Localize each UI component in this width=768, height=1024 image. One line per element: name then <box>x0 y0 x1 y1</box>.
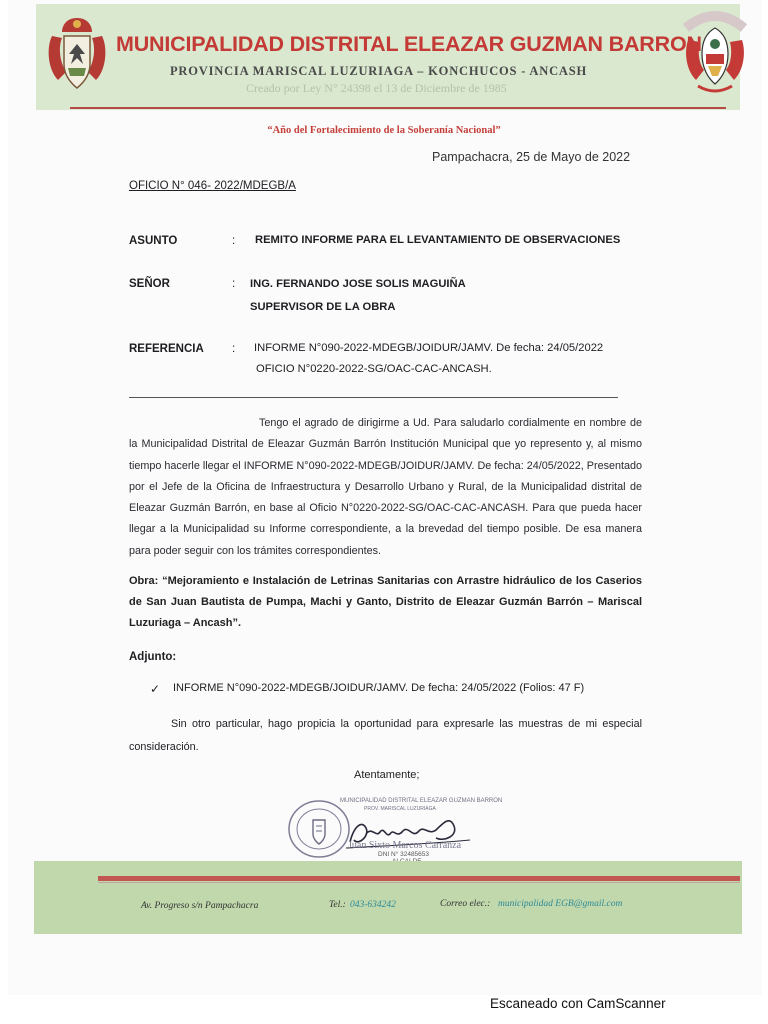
footer-mail-label: Correo elec.: <box>440 899 491 909</box>
footer-red-rule <box>98 876 740 881</box>
footer-band <box>34 861 742 934</box>
referencia-colon: : <box>232 343 236 355</box>
referencia-label: REFERENCIA <box>129 343 204 355</box>
checkmark-icon: ✓ <box>150 682 161 696</box>
asunto-label: ASUNTO <box>129 235 178 247</box>
document-date: Pampachacra, 25 de Mayo de 2022 <box>432 150 631 164</box>
signer-name: Juan Sixto Marcos Carranza <box>348 840 462 851</box>
header-divider <box>70 107 726 109</box>
senor-role: SUPERVISOR DE LA OBRA <box>250 301 396 313</box>
year-motto: “Año del Fortalecimiento de la Soberanía Nacional” <box>267 125 501 136</box>
referencia-line-1: INFORME N°090-2022-MDEGB/JOIDUR/JAMV. De fecha: 24/05/2022 <box>254 342 604 354</box>
creation-law-line: Creado por Ley N° 24398 el 13 de Diciembre de 1985 <box>246 81 507 95</box>
adjunto-label: Adjunto: <box>129 651 177 663</box>
stamp-subheader: PROV. MARISCAL LUZURIAGA <box>364 806 436 812</box>
senor-name: ING. FERNANDO JOSE SOLIS MAGUIÑA <box>250 278 466 290</box>
senor-label: SEÑOR <box>129 278 170 290</box>
stamp-header: MUNICIPALIDAD DISTRITAL ELEAZAR GUZMAN BARRON <box>340 798 503 804</box>
salutation: Atentamente; <box>354 769 420 781</box>
footer-tel-label: Tel.: <box>329 900 346 910</box>
scanner-watermark: Escaneado con CamScanner <box>490 996 666 1011</box>
closing-paragraph: Sin otro particular, hago propicia la oportunidad para expresarle las muestras de mi especial consideración. <box>129 718 642 753</box>
footer-address: Av. Progreso s/n Pampachacra <box>141 901 259 911</box>
senor-colon: : <box>232 278 236 290</box>
body-paragraph: Tengo el agrado de dirigirme a Ud. Para saludarlo cordialmente en nombre de la Municipalidad Distrital de Eleazar Guzmán Barrón Institución Municipal que yo represento y, al mismo tiempo hacerle llegar el INFORME N°090-2022-MDEGB/JOIDUR/JAMV. De fecha: 24/05/2022, Presentado por el Jefe de la Oficina de Infraestructura y Desarrollo Urbano y Rural, de la Municipalidad distrital de Eleazar Guzmán Barrón, en base al Oficio N°0220-2022-SG/OAC-CAC-ANCASH. Para que pueda hacer llegar a la Municipalidad su Informe correspondiente, a la brevedad del tiempo posible. De esa manera para poder seguir con los trámites correspondientes. <box>129 417 642 557</box>
asunto-value: REMITO INFORME PARA EL LEVANTAMIENTO DE OBSERVACIONES <box>255 234 621 246</box>
adjunto-item: INFORME N°090-2022-MDEGB/JOIDUR/JAMV. De fecha: 24/05/2022 (Folios: 47 F) <box>173 682 585 694</box>
asunto-colon: : <box>232 235 236 247</box>
footer-tel: 043-634242 <box>350 900 396 910</box>
section-divider <box>129 397 618 398</box>
obra-paragraph: Obra: “Mejoramiento e Instalación de Letrinas Sanitarias con Arrastre hidráulico de los Caserios de San Juan Bautista de Pumpa, Machi y Ganto, Distrito de Eleazar Guzmán Barrón – Mariscal Luzuriaga – Ancash”. <box>129 575 642 629</box>
municipal-crest-icon <box>44 14 110 96</box>
province-line: PROVINCIA MARISCAL LUZURIAGA – KONCHUCOS - ANCASH <box>170 64 588 78</box>
signer-dni: DNI N° 32485653 <box>378 851 430 858</box>
oficio-number: OFICIO N° 046- 2022/MDEGB/A <box>129 180 296 192</box>
municipality-name: MUNICIPALIDAD DISTRITAL ELEAZAR GUZMAN BARRON <box>116 32 702 56</box>
referencia-line-2: OFICIO N°0220-2022-SG/OAC-CAC-ANCASH. <box>256 363 492 375</box>
footer-thin-rule <box>98 882 740 883</box>
footer-email: municipalidad EGB@gmail.com <box>498 899 623 909</box>
